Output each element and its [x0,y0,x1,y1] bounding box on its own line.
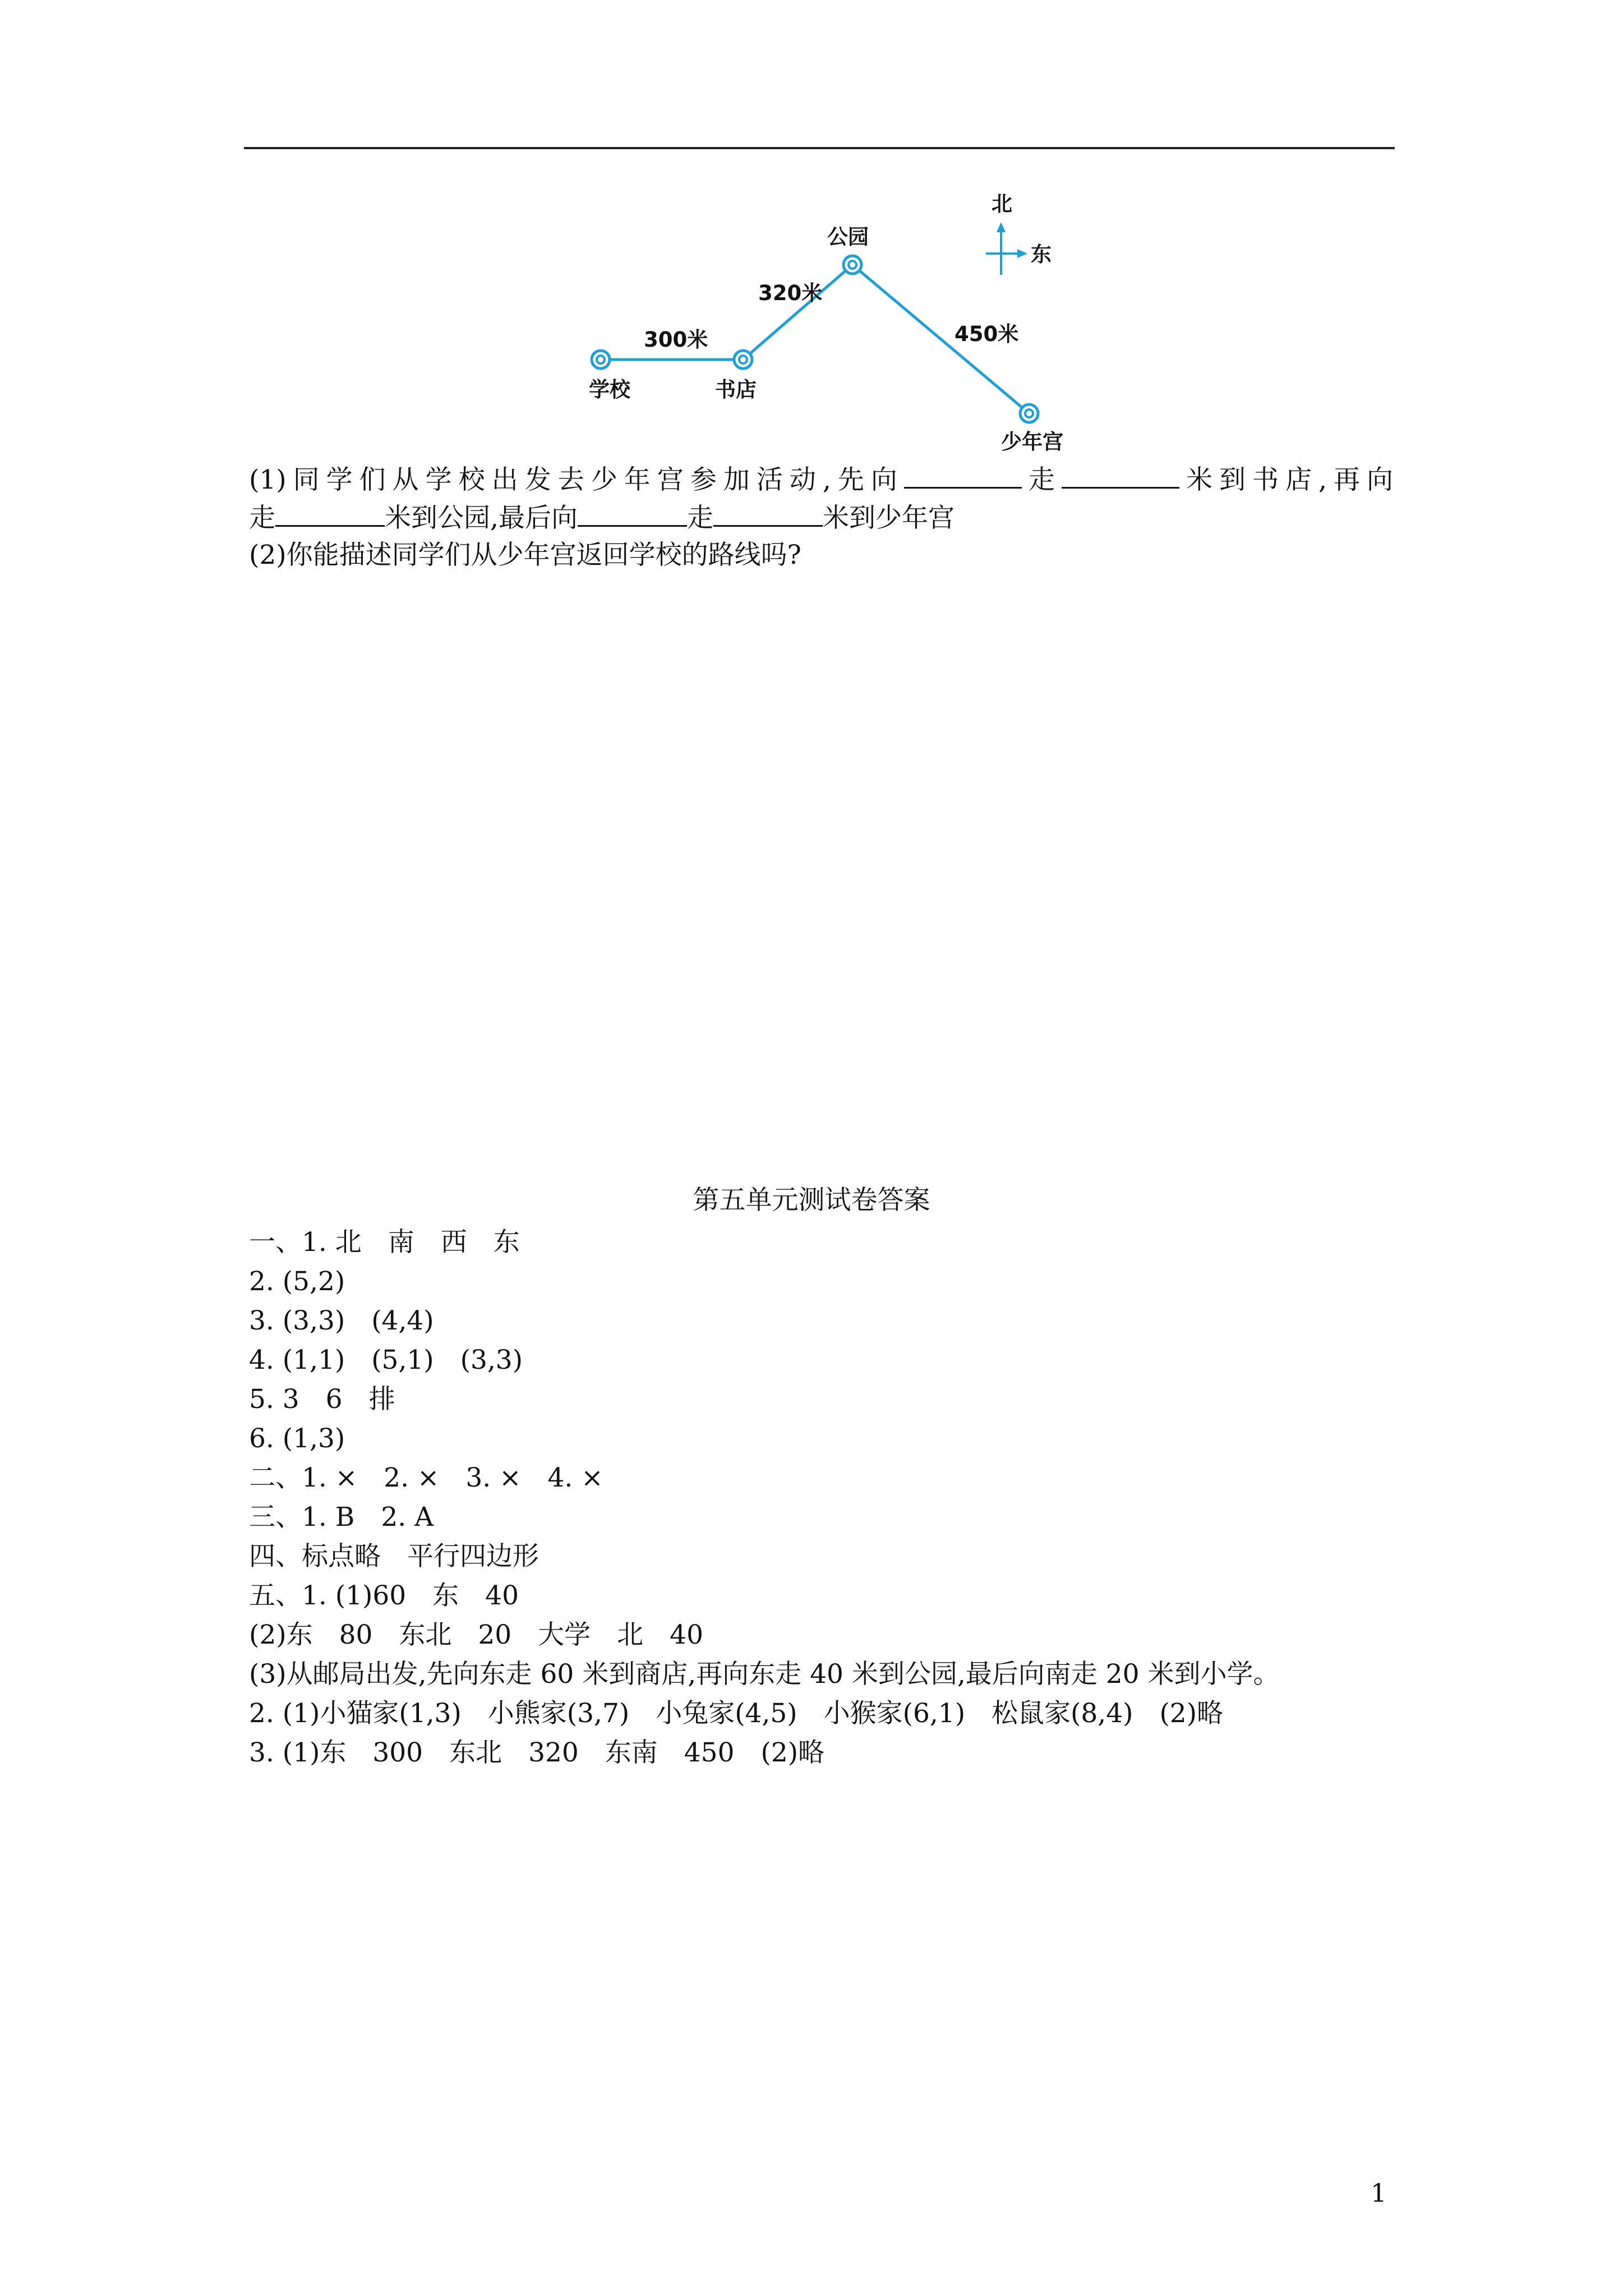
answer-line: 四、标点略 平行四边形 [249,1541,539,1572]
youth-palace-marker [1020,404,1038,422]
distance-label-school-bookstore: 300米 [644,328,708,352]
compass-east-arrowhead [1017,249,1027,258]
question-1-text-g: 米到少年宫 [822,503,955,533]
question-1-text-c: 米到书店,再向 [1179,464,1394,495]
question-1-text-e: 米到公园,最后向 [385,503,578,533]
park-label: 公园 [827,225,869,249]
answer-blank-2[interactable] [1062,463,1179,489]
answer-line: (2)东 80 东北 20 大学 北 40 [249,1619,703,1650]
question-1-text-b: 走 [1021,464,1062,495]
answer-line: 5. 3 6 排 [249,1384,395,1415]
question-1-text-d: 走 [249,503,275,533]
answer-line: 2. (5,2) [249,1266,345,1297]
answer-line: (3)从邮局出发,先向东走 60 米到商店,再向东走 40 米到公园,最后向南走 20 米到小学。 [249,1659,1280,1690]
route-map-diagram [555,185,1094,460]
question-1-line-2 [249,501,955,534]
answer-line: 4. (1,1) (5,1) (3,3) [249,1345,523,1375]
youth-palace-label: 少年宫 [1001,430,1063,454]
answer-line: 3. (3,3) (4,4) [249,1305,434,1336]
answer-blank-3[interactable] [275,501,385,527]
bookstore-label: 书店 [715,378,757,402]
answer-line: 3. (1)东 300 东北 320 东南 450 (2)略 [249,1737,825,1768]
question-1-text-f: 走 [686,503,713,533]
answer-line: 三、1. B 2. A [249,1502,434,1533]
answer-blank-1[interactable] [904,463,1022,489]
header-rule [244,147,1395,149]
answer-line: 2. (1)小猫家(1,3) 小熊家(3,7) 小兔家(4,5) 小猴家(6,1) 松鼠家(8,4) (2)略 [249,1698,1224,1729]
answer-line: 五、1. (1)60 东 40 [249,1580,519,1611]
question-1-line-1 [249,463,1393,496]
compass [986,192,1052,275]
compass-north-label: 北 [992,192,1012,216]
question-1-text-a: (1)同学们从学校出发去少年宫参加活动,先向 [249,464,904,495]
compass-north-arrowhead [997,222,1006,232]
answer-line: 二、1. × 2. × 3. × 4. × [249,1462,603,1493]
question-2: (2)你能描述同学们从少年宫返回学校的路线吗? [249,540,801,570]
answer-key-title: 第五单元测试卷答案 [693,1185,930,1216]
distance-label-bookstore-park: 320米 [758,281,823,305]
answer-line: 一、1. 北 南 西 东 [249,1227,520,1258]
answer-line: 6. (1,3) [249,1423,345,1454]
school-marker [592,351,610,369]
distance-label-park-youth-palace: 450米 [955,322,1019,346]
school-label: 学校 [589,378,630,402]
answer-key-list [249,1223,1279,1773]
bookstore-marker [734,351,752,369]
answer-blank-4[interactable] [578,501,687,527]
compass-east-label: 东 [1031,242,1052,266]
page-number: 1 [1371,2178,1387,2208]
answer-blank-5[interactable] [713,501,823,527]
park-marker [843,256,861,274]
